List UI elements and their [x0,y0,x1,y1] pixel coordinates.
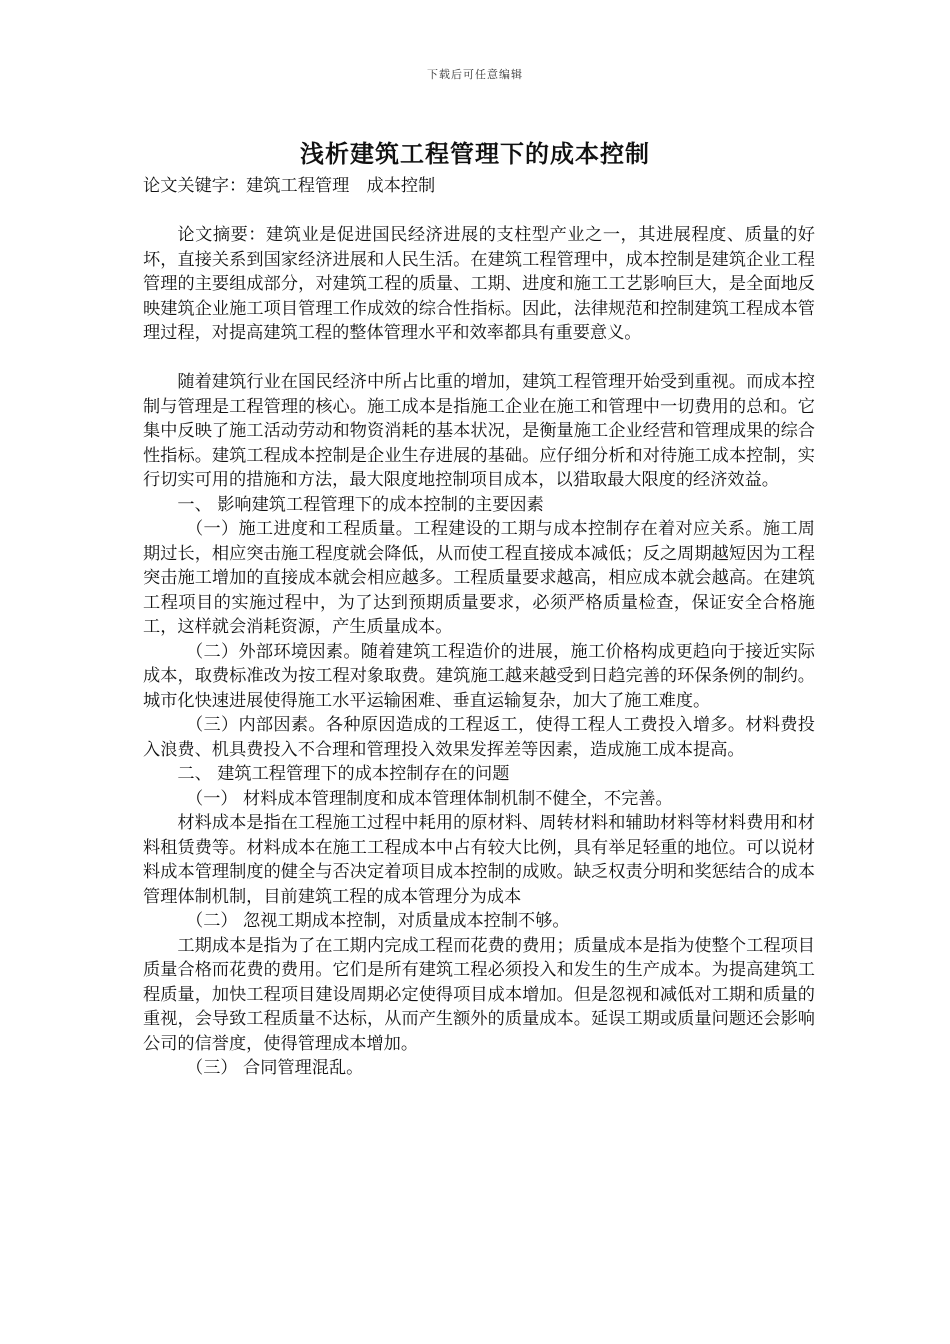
section-heading-1: 一、 影响建筑工程管理下的成本控制的主要因素 [177,494,544,515]
subsection2-paragraph: 工期成本是指为了在工期内完成工程而花费的费用；质量成本是指为使整个工程项目质量合格而花费的费用。它们是所有建筑工程必须投入和发生的生产成本。为提高建筑工程质量，加快工程项目建设周期必定使得项目成本增加。但是忽视和减低对工期和质量的重视，会导致工程质量不达标，从而产生额外的质量成本。延误工期或质量问题还会影响公司的信誉度，使得管理成本增加。 [143,935,815,1054]
article-body [143,223,815,1081]
intro-paragraph: 随着建筑行业在国民经济中所占比重的增加，建筑工程管理开始受到重视。而成本控制与管理是工程管理的核心。施工成本是指施工企业在施工和管理中一切费用的总和。它集中反映了施工活动劳动和物资消耗的基本状况，是衡量施工企业经营和管理成果的综合性指标。建筑工程成本控制是企业生存进展的基础。应仔细分析和对待施工成本控制，实行切实可用的措施和方法，最大限度地控制项目成本，以猎取最大限度的经济效益。 [143,372,815,490]
subsection-heading-2: （二） 忽视工期成本控制，对质量成本控制不够。 [186,911,570,931]
section1-paragraph-1: （一）施工进度和工程质量。工程建设的工期与成本控制存在着对应关系。施工周期过长，相应突击施工程度就会降低，从而使工程直接成本减低；反之周期越短因为工程突击施工增加的直接成本就会相应越多。工程质量要求越高，相应成本就会越高。在建筑工程项目的实施过程中，为了达到预期质量要求，必须严格质量检查，保证安全合格施工，这样就会消耗资源，产生质量成本。 [143,519,815,637]
blank-line [143,346,815,371]
subsection-heading-3: （三） 合同管理混乱。 [186,1058,364,1078]
section1-paragraph-2: （二）外部环境因素。随着建筑工程造价的进展，施工价格构成更趋向于接近实际成本，取费标准改为按工程对象取费。建筑施工越来越受到日趋完善的环保条例的制约。城市化快速进展使得施工水平运输困难、垂直运输复杂，加大了施工难度。 [143,641,815,711]
subsection1-paragraph: 材料成本是指在工程施工过程中耗用的原材料、周转材料和辅助材料等材料费用和材料租赁费等。材料成本在施工工程成本中占有较大比例，具有举足轻重的地位。可以说材料成本管理制度的健全与否决定着项目成本控制的成败。缺乏权责分明和奖惩结合的成本管理体制机制，目前建筑工程的成本管理分为成本 [143,813,815,907]
section1-paragraph-3: （三）内部因素。各种原因造成的工程返工，使得工程人工费投入增多。材料费投入浪费、机具费投入不合理和管理投入效果发挥差等因素，造成施工成本提高。 [143,715,815,760]
keywords-line: 论文关键字：建筑工程管理 成本控制 [143,176,436,196]
page-title: 浅析建筑工程管理下的成本控制 [300,140,650,168]
header-note: 下载后可任意编辑 [427,68,523,81]
abstract-paragraph: 论文摘要：建筑业是促进国民经济进展的支柱型产业之一，其进展程度、质量的好坏，直接关系到国家经济进展和人民生活。在建筑工程管理中，成本控制是建筑企业工程管理的主要组成部分，对建筑工程的质量、工期、进度和施工工艺影响巨大，是全面地反映建筑企业施工项目管理工作成效的综合性指标。因此，法律规范和控制建筑工程成本管理过程，对提高建筑工程的整体管理水平和效率都具有重要意义。 [143,225,815,343]
section-heading-2: 二、 建筑工程管理下的成本控制存在的问题 [177,764,510,784]
subsection-heading-1: （一） 材料成本管理制度和成本管理体制机制不健全，不完善。 [186,788,673,809]
